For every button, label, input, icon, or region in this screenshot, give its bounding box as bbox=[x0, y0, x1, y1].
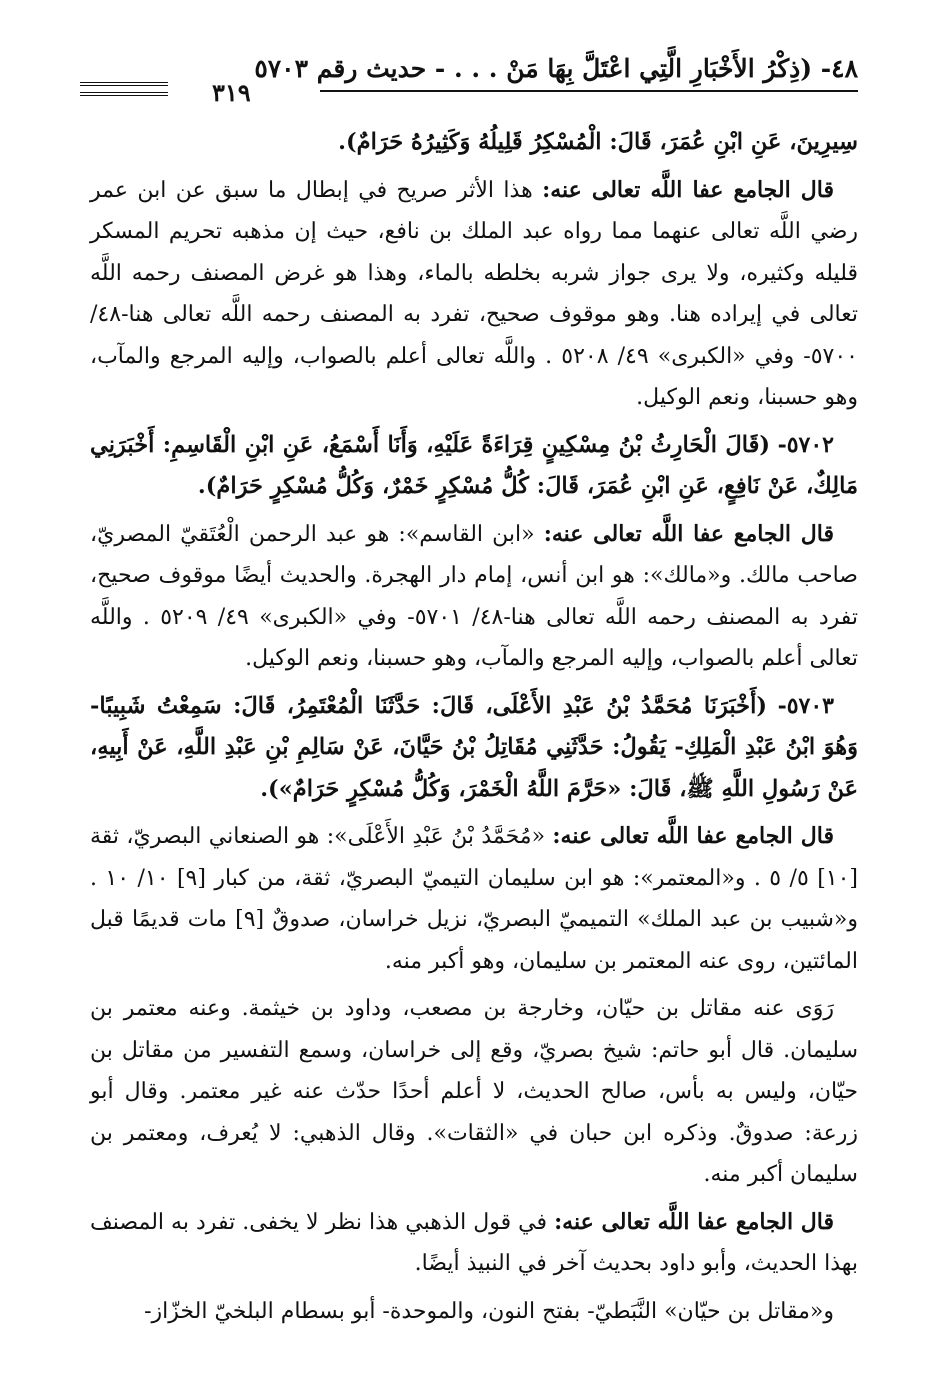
header-rule bbox=[320, 90, 858, 92]
running-title: ٤٨- (ذِكْرُ الأَخْبَارِ الَّتِي اعْتَلَّ بِهَا مَنْ . . . - حديث رقم ٥٧٠٣ bbox=[254, 54, 858, 83]
paragraph-5 bbox=[90, 686, 858, 811]
paragraph-text: في قول الذهبي هذا نظر لا يخفى. تفرد به المصنف بهذا الحديث، وأبو داود بحديث آخر في النبيذ أيضًا. bbox=[90, 1209, 858, 1276]
paragraph-text: «ابن القاسم»: هو عبد الرحمن الْعُتَقيّ المصريّ، صاحب مالك. و«مالك»: هو ابن أنس، إمام دار الهجرة. والحديث أيضًا موقوف صحيح، تفرد به المصنف رحمه اللَّه تعالى هنا-٤٨/ ٥٧٠١- وفي «الكبرى» ٤٩/ ٥٢٠٩ . واللَّه تعالى أعلم بالصواب، وإليه المرجع والمآب، وهو حسبنا، ونعم الوكيل. bbox=[90, 521, 859, 671]
paragraph-text: «مُحَمَّدُ بْنُ عَبْدِ الأَعْلَى»: هو الصنعاني البصريّ، ثقة [١٠] ٥/ ٥ . و«المعتمر»: هو ابن سليمان التيميّ البصريّ، ثقة، من كبار [٩] ١٠/ ١٠ . و«شبيب بن عبد الملك» التميميّ البصريّ، نزيل خراسان، صدوقٌ [٩] مات قديمًا قبل المائتين، روى عنه المعتمر بن سليمان، وهو أكبر منه. bbox=[90, 824, 859, 974]
paragraph-2 bbox=[90, 170, 858, 419]
paragraph-text: رَوَى عنه مقاتل بن حيّان، وخارجة بن مصعب، وداود بن خيثمة. وعنه معتمر بن سليمان. قال أبو حاتم: شيخ بصريّ، وقع إلى خراسان، وسمع التفسير من مقاتل بن حيّان، وليس به بأس، صالح الحديث، لا أعلم أحدًا حدّث عنه غير معتمر. وقال أبو زرعة: صدوقٌ. وذكره ابن حبان في «الثقات». وقال الذهبي: لا يُعرف، ومعتمر بن سليمان أكبر منه. bbox=[90, 996, 858, 1187]
page-header bbox=[80, 50, 858, 107]
page-number-rule bbox=[80, 82, 168, 96]
page-body bbox=[90, 122, 858, 1338]
paragraph-4 bbox=[90, 514, 858, 680]
hadith-text: (أَخْبَرَنَا مُحَمَّدُ بْنُ عَبْدِ الأَعْلَى، قَالَ: حَدَّثَنَا الْمُعْتَمِرُ، قَالَ: سَمِعْتُ شَبِيبًا- وَهُوَ ابْنُ عَبْدِ الْمَلِكِ- يَقُولُ: حَدَّثَنِي مُقَاتِلُ بْنُ حَيَّانَ، عَنْ سَالِمِ بْنِ عَبْدِ اللَّهِ، عَنْ أَبِيهِ، عَنْ رَسُولِ اللَّهِ ﷺ، قَالَ: «حَرَّمَ اللَّهُ الْخَمْرَ، وَكُلُّ مُسْكِرٍ حَرَامٌ»). bbox=[90, 692, 858, 802]
paragraph-8 bbox=[90, 1202, 858, 1285]
hadith-number: ٥٧٠٢- bbox=[777, 431, 834, 458]
page-number: ٣١٩ bbox=[212, 78, 251, 107]
paragraph-text: و«مقاتل بن حيّان» النَّبَطيّ- بفتح النون، والموحدة- أبو بسطام البلخيّ الخزّاز- bbox=[144, 1298, 834, 1324]
paragraph-text: سِيرِينَ، عَنِ ابْنِ عُمَرَ، قَالَ: الْمُسْكِرُ قَلِيلُهُ وَكَثِيرُهُ حَرَامٌ). bbox=[338, 129, 858, 155]
paragraph-6 bbox=[90, 816, 858, 982]
paragraph-7 bbox=[90, 988, 858, 1196]
paragraph-text: هذا الأثر صريح في إبطال ما سبق عن ابن عمر رضي اللَّه تعالى عنهما مما رواه عبد الملك بن نافع، حيث إن مذهبه تحريم المسكر قليله وكثيره، ولا يرى جواز شربه بخلطه بالماء، وهذا هو غرض المصنف رحمه اللَّه تعالى في إيراده هنا. وهو موقوف صحيح، تفرد به المصنف رحمه اللَّه تعالى هنا-٤٨/ ٥٧٠٠- وفي «الكبرى» ٤٩/ ٥٢٠٨ . واللَّه تعالى أعلم بالصواب، وإليه المرجع والمآب، وهو حسبنا، ونعم الوكيل. bbox=[90, 177, 858, 410]
paragraph-label: قال الجامع عفا اللَّه تعالى عنه: bbox=[542, 176, 834, 203]
paragraph-label: قال الجامع عفا اللَّه تعالى عنه: bbox=[552, 823, 834, 849]
paragraph-label: قال الجامع عفا اللَّه تعالى عنه: bbox=[554, 1208, 834, 1235]
paragraph-9 bbox=[90, 1291, 858, 1333]
hadith-text: (قَالَ الْحَارِثُ بْنُ مِسْكِينٍ قِرَاءَةً عَلَيْهِ، وَأَنَا أَسْمَعُ، عَنِ ابْنِ الْقَاسِمِ: أَخْبَرَنِي مَالِكٌ، عَنْ نَافِعٍ، عَنِ ابْنِ عُمَرَ، قَالَ: كُلُّ مُسْكِرٍ خَمْرٌ، وَكُلُّ مُسْكِرٍ حَرَامٌ). bbox=[90, 431, 858, 499]
paragraph-label: قال الجامع عفا اللَّه تعالى عنه: bbox=[543, 520, 834, 547]
paragraph-3 bbox=[90, 425, 858, 508]
hadith-number: ٥٧٠٣- bbox=[777, 692, 834, 719]
paragraph-1 bbox=[90, 122, 858, 164]
